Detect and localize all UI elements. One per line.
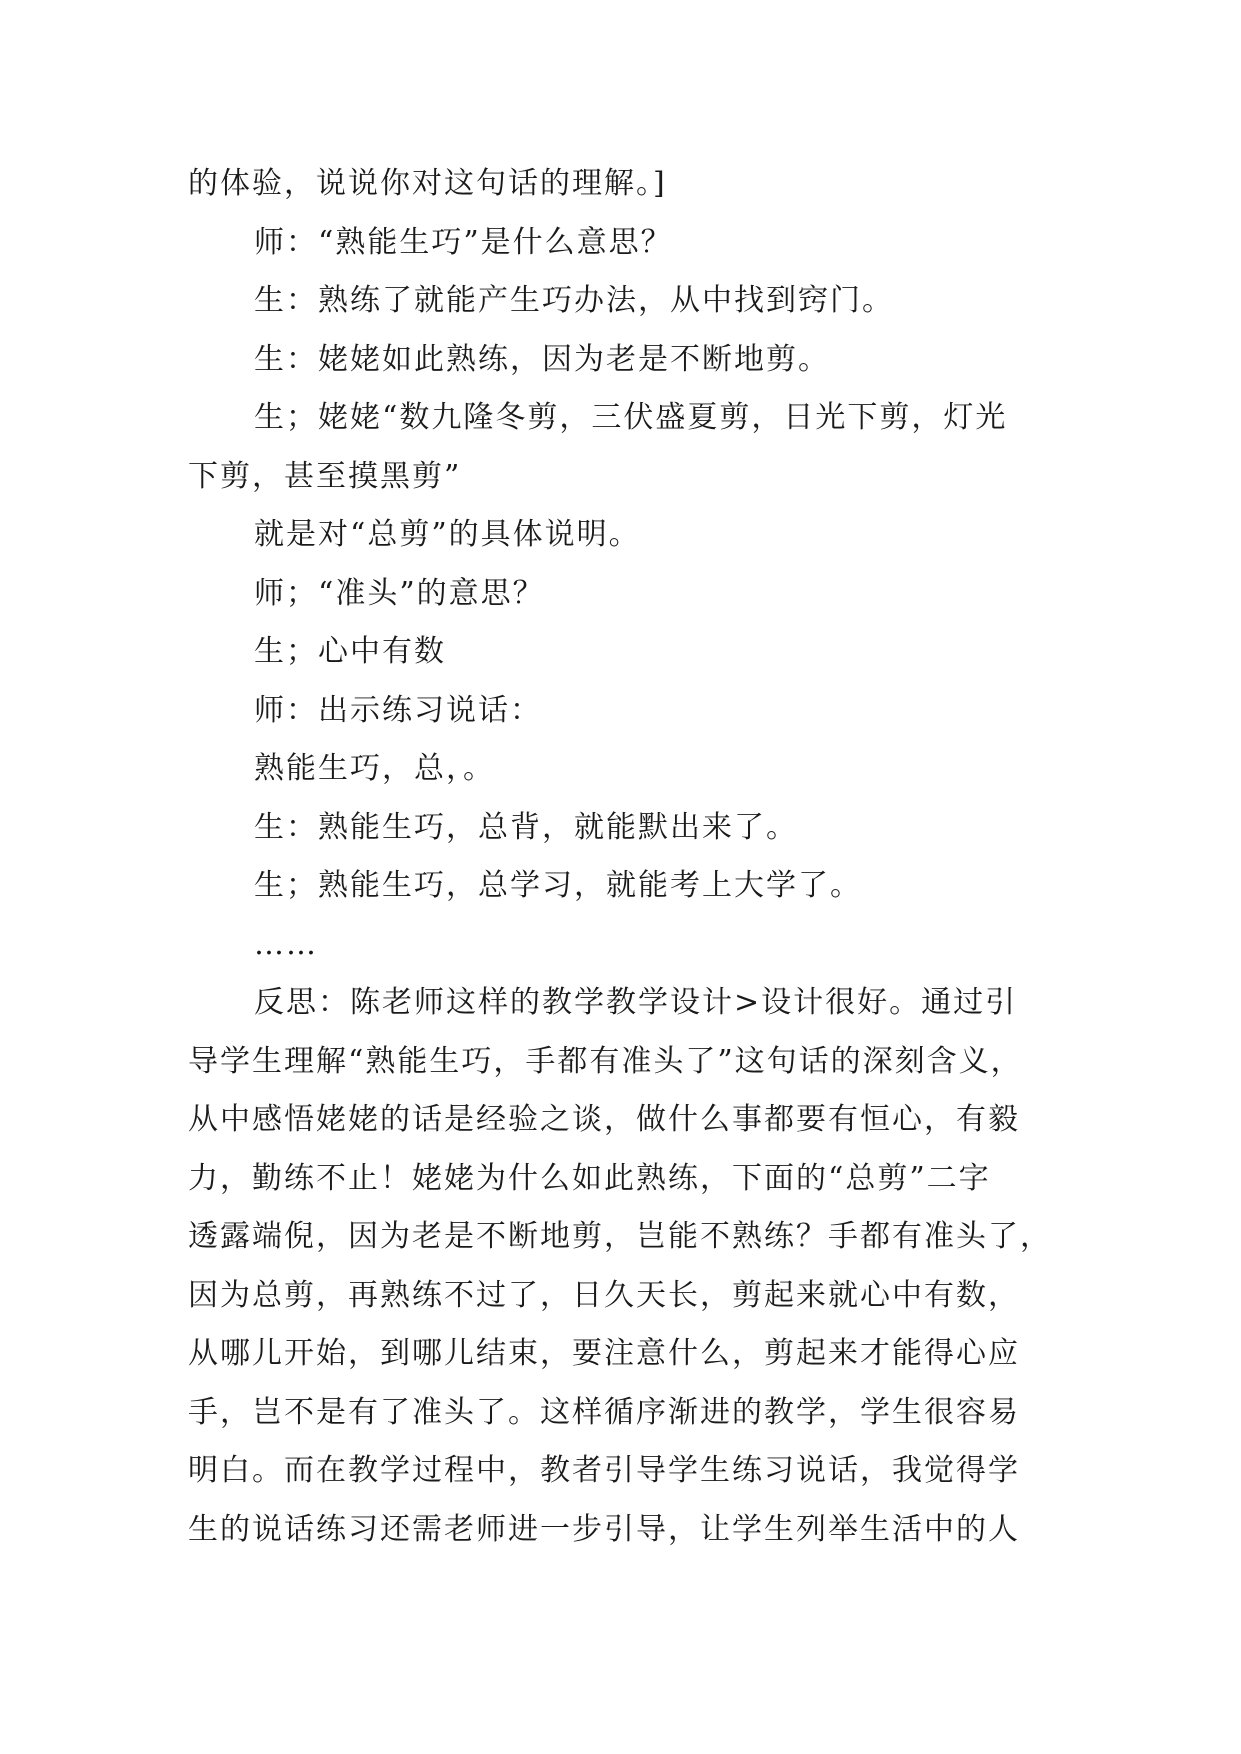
text-line: 手，岂不是有了准头了。这样循序渐进的教学，学生很容易 (188, 1394, 1020, 1430)
text-line: 生；心中有数 (254, 634, 446, 669)
text-line: 因为总剪，再熟练不过了，日久天长，剪起来就心中有数， (188, 1277, 1020, 1313)
text-line: 熟能生巧，总，。 (254, 751, 495, 786)
text-line: 反思：陈老师这样的教学教学设计>设计很好。通过引 (254, 985, 1018, 1020)
text-line: 就是对“总剪”的具体说明。 (254, 517, 641, 552)
text-line: 力，勤练不止！姥姥为什么如此熟练，下面的“总剪”二字 (188, 1160, 991, 1196)
text-line: 生的说话练习还需老师进一步引导，让学生列举生活中的人 (188, 1511, 1020, 1547)
text-line: 明白。而在教学过程中，教者引导学生练习说话，我觉得学 (188, 1453, 1020, 1488)
text-line: 生：熟能生巧，总背，就能默出来了。 (254, 809, 798, 845)
text-line: 生；熟能生巧，总学习，就能考上大学了。 (254, 868, 862, 903)
text-line: 的体验，说说你对这句话的理解。] (188, 166, 667, 201)
text-line: 师；“准头”的意思？ (254, 575, 545, 611)
text-line: 师：“熟能生巧”是什么意思？ (254, 224, 673, 260)
text-line: 从哪儿开始，到哪儿结束，要注意什么，剪起来才能得心应 (188, 1336, 1020, 1371)
text-line: 师：出示练习说话： (254, 692, 542, 728)
text-line: …… (254, 926, 318, 962)
text-line: 生：熟练了就能产生巧办法，从中找到窍门。 (254, 283, 894, 318)
text-line: 透露端倪，因为老是不断地剪，岂能不熟练？手都有准头了， (188, 1219, 1052, 1254)
text-line: 生：姥姥如此熟练，因为老是不断地剪。 (254, 341, 830, 377)
text-line: 生；姥姥“数九隆冬剪，三伏盛夏剪，日光下剪，灯光 (254, 400, 1008, 435)
text-line: 下剪，甚至摸黑剪” (188, 458, 462, 494)
text-line: 导学生理解“熟能生巧，手都有准头了”这句话的深刻含义， (188, 1043, 1023, 1079)
text-line: 从中感悟姥姥的话是经验之谈，做什么事都要有恒心，有毅 (188, 1102, 1020, 1137)
body-text (188, 155, 1054, 1559)
